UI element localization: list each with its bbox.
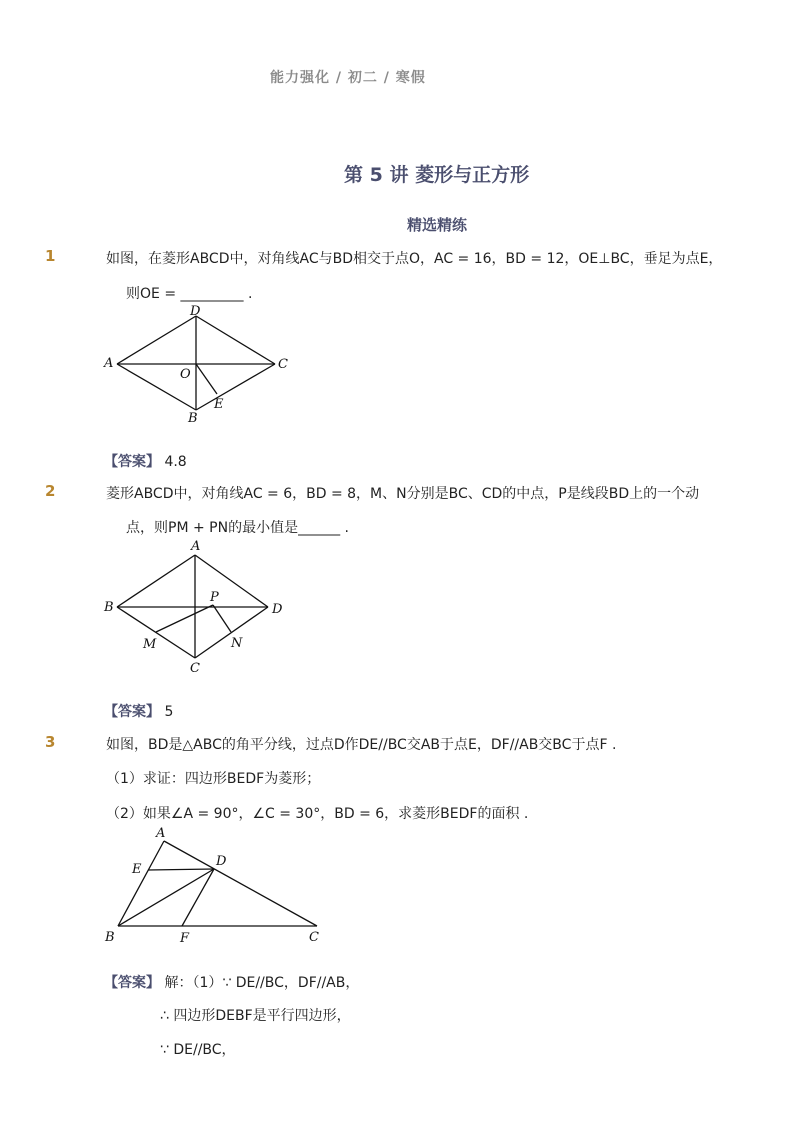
answer-line: 解：（1）∵ DE//BC，DF//AB， [164, 975, 360, 991]
point-label-d: D [190, 304, 201, 319]
answer-2 [104, 701, 173, 721]
answer-line: ∴ 四边形DEBF是平行四边形， [160, 1008, 351, 1024]
point-label-o: O [180, 367, 191, 382]
answer-value: 5 [164, 704, 174, 720]
question-text-line: 菱形ABCD中，对角线AC = 6，BD = 8，M、N分别是BC、CD的中点，P是线段BD上的一个动 [106, 486, 700, 502]
point-label-c: C [278, 357, 288, 372]
question-text-line: （2）如果∠A = 90°，∠C = 30°，BD = 6，求菱形BEDF的面积 . [106, 806, 529, 822]
point-label-d: D [272, 602, 283, 617]
point-label-n: N [231, 636, 243, 651]
point-label-b: B [104, 600, 114, 615]
answer-label: 【答案】 [104, 454, 160, 470]
point-label-c: C [309, 930, 319, 945]
rhombus-figure [100, 535, 300, 675]
question-text-line: 如图，BD是△ABC的角平分线，过点D作DE//BC交AB于点E，DF//AB交BC于点F . [106, 737, 617, 753]
point-label-a: A [156, 826, 166, 841]
rhombus-figure [100, 300, 300, 430]
question-number: 3 [45, 733, 56, 751]
answer-line: ∵ DE//BC， [160, 1042, 236, 1058]
question-number: 2 [45, 482, 56, 500]
answer-label: 【答案】 [104, 975, 160, 991]
page-header: 能力强化 / 初二 / 寒假 [270, 70, 426, 86]
point-label-m: M [143, 637, 157, 652]
point-label-a: A [104, 356, 114, 371]
question-text-line: 点，则PM + PN的最小值是______ . [126, 520, 349, 536]
point-label-b: B [188, 411, 198, 426]
triangle-figure [100, 825, 340, 950]
point-label-e: E [132, 862, 142, 877]
section-subtitle: 精选精练 [407, 216, 468, 234]
point-label-d: D [216, 854, 227, 869]
lesson-title: 第 5 讲 菱形与正方形 [344, 164, 530, 186]
question-text-line: （1）求证：四边形BEDF为菱形； [106, 771, 321, 787]
question-number: 1 [45, 247, 56, 265]
point-label-e: E [214, 397, 224, 412]
answer-3 [104, 972, 359, 992]
point-label-b: B [105, 930, 115, 945]
point-label-p: P [210, 590, 219, 605]
answer-value: 4.8 [164, 454, 187, 470]
point-label-f: F [180, 931, 190, 946]
answer-1 [104, 451, 187, 471]
point-label-c: C [190, 661, 200, 676]
point-label-a: A [191, 539, 201, 554]
answer-label: 【答案】 [104, 704, 160, 720]
question-text-line: 如图，在菱形ABCD中，对角线AC与BD相交于点O，AC = 16，BD = 12，OE⊥BC，垂足为点E， [106, 251, 723, 267]
question-text-line: 则OE = _________ . [126, 286, 253, 302]
